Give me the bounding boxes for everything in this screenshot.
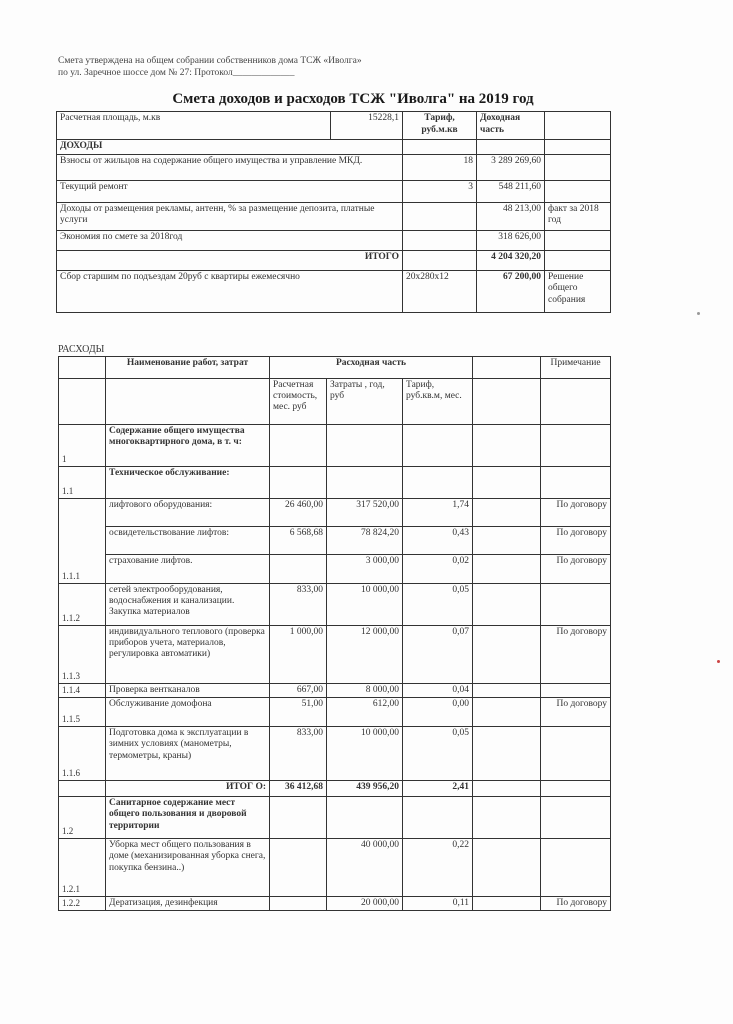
extra-row-tariff: 20х280х12 [403, 270, 477, 312]
sub-yearly-header: Затраты , год, руб [327, 379, 403, 425]
income-row-amount: 3 289 269,60 [477, 154, 545, 180]
row-tariff: 0,04 [403, 684, 473, 698]
row-yearly: 612,00 [327, 698, 403, 727]
row-name: Подготовка дома к эксплуатации в зимних условиях (манометры, термометры, краны) [106, 727, 270, 781]
income-header: Доходная часть [477, 112, 545, 140]
subtotal-label: ИТОГ О: [106, 781, 270, 797]
tariff-header: Тариф, руб.м.кв [403, 112, 477, 140]
sub-tariff-header: Тариф, руб.кв.м, мес. [403, 379, 473, 425]
row-monthly: 667,00 [270, 684, 327, 698]
row-name: Содержание общего имущества многоквартирного дома, в т. ч: [106, 425, 270, 467]
row-tariff: 0,22 [403, 839, 473, 897]
row-yearly: 10 000,00 [327, 727, 403, 781]
area-value: 15228,1 [331, 112, 403, 140]
income-row-name: Взносы от жильцов на содержание общего имущества и управление МКД. [57, 154, 403, 180]
row-tariff: 0,11 [403, 897, 473, 911]
subtotal-monthly: 36 412,68 [270, 781, 327, 797]
row-yearly: 20 000,00 [327, 897, 403, 911]
col-name-header: Наименование работ, затрат [106, 357, 270, 379]
row-number: 1.1 [59, 467, 106, 499]
row-yearly: 3 000,00 [327, 555, 403, 584]
row-tariff: 0,05 [403, 727, 473, 781]
income-row-amount: 318 626,00 [477, 230, 545, 250]
row-name: Дератизация, дезинфекция [106, 897, 270, 911]
row-name: сетей электрооборудования, водоснабжения и канализации. Закупка материалов [106, 584, 270, 626]
row-name: Санитарное содержание мест общего пользования и дворовой территории [106, 797, 270, 839]
income-total-value: 4 204 320,20 [477, 250, 545, 270]
row-number: 1.1.5 [59, 698, 106, 727]
row-number: 1.1.6 [59, 727, 106, 781]
income-row-name: Экономия по смете за 2018год [57, 230, 403, 250]
row-number: 1.2.1 [59, 839, 106, 897]
row-note: По договору [541, 626, 611, 684]
income-section-label: ДОХОДЫ [57, 140, 403, 155]
row-number: 1.1.3 [59, 626, 106, 684]
row-number: 1.2.2 [59, 897, 106, 911]
subtotal-yearly: 439 956,20 [327, 781, 403, 797]
area-label: Расчетная площадь, м.кв [57, 112, 331, 140]
row-name: Проверка вентканалов [106, 684, 270, 698]
row-monthly: 833,00 [270, 584, 327, 626]
row-tariff: 0,00 [403, 698, 473, 727]
row-tariff: 0,02 [403, 555, 473, 584]
row-yearly: 317 520,00 [327, 499, 403, 527]
row-monthly: 1 000,00 [270, 626, 327, 684]
expenses-table [58, 356, 611, 911]
income-row-name: Доходы от размещения рекламы, антенн, % за размещение депозита, платные услуги [57, 202, 403, 230]
extra-row-name: Сбор старшим по подъездам 20руб с квартиры ежемесячно [57, 270, 403, 312]
row-number: 1.1.4 [59, 684, 106, 698]
row-yearly: 40 000,00 [327, 839, 403, 897]
row-name: лифтового оборудования: [106, 499, 270, 527]
row-monthly: 6 568,68 [270, 527, 327, 555]
row-tariff: 0,07 [403, 626, 473, 684]
income-row-note: факт за 2018 год [545, 202, 611, 230]
approval-note-line2: по ул. Заречное шоссе дом № 27: Протокол_____________ [58, 68, 295, 78]
row-note: По договору [541, 527, 611, 555]
col-expense-header: Расходная часть [270, 357, 473, 379]
extra-row-note: Решение общего собрания [545, 270, 611, 312]
income-total-label: ИТОГО [57, 250, 403, 270]
document-title: Смета доходов и расходов ТСЖ "Иволга" на 2019 год [172, 91, 534, 107]
scan-speck [697, 312, 700, 315]
row-name: страхование лифтов. [106, 555, 270, 584]
row-number: 1.1.1 [59, 499, 106, 584]
row-note: По договору [541, 698, 611, 727]
scan-speck [717, 660, 720, 663]
row-number: 1.1.2 [59, 584, 106, 626]
row-monthly: 51,00 [270, 698, 327, 727]
row-tariff: 1,74 [403, 499, 473, 527]
income-table [56, 111, 611, 313]
income-row-tariff: 3 [403, 180, 477, 202]
row-number: 1.2 [59, 797, 106, 839]
row-name: Техническое обслуживание: [106, 467, 270, 499]
row-yearly: 10 000,00 [327, 584, 403, 626]
row-yearly: 8 000,00 [327, 684, 403, 698]
expenses-section-label: РАСХОДЫ [58, 344, 105, 355]
row-note: По договору [541, 499, 611, 527]
subtotal-tariff: 2,41 [403, 781, 473, 797]
col-note-header: Примечание [541, 357, 611, 379]
row-tariff: 0,43 [403, 527, 473, 555]
row-note: По договору [541, 555, 611, 584]
income-row-name: Текущий ремонт [57, 180, 403, 202]
income-row-amount: 48 213,00 [477, 202, 545, 230]
row-name: Обслуживание домофона [106, 698, 270, 727]
row-monthly: 26 460,00 [270, 499, 327, 527]
row-name: индивидуального теплового (проверка приборов учета, материалов, регулировка автоматики) [106, 626, 270, 684]
income-row-tariff: 18 [403, 154, 477, 180]
row-yearly: 78 824,20 [327, 527, 403, 555]
row-monthly: 833,00 [270, 727, 327, 781]
row-note: По договору [541, 897, 611, 911]
row-number: 1 [59, 425, 106, 467]
row-yearly: 12 000,00 [327, 626, 403, 684]
income-row-amount: 548 211,60 [477, 180, 545, 202]
sub-monthly-header: Расчетная стоимость, мес. руб [270, 379, 327, 425]
approval-note-line1: Смета утверждена на общем собрании собственников дома ТСЖ «Иволга» [58, 56, 362, 66]
row-name: освидетельствование лифтов: [106, 527, 270, 555]
row-tariff: 0,05 [403, 584, 473, 626]
row-name: Уборка мест общего пользования в доме (механизированная уборка снега, покупка бензина..) [106, 839, 270, 897]
extra-row-amount: 67 200,00 [477, 270, 545, 312]
